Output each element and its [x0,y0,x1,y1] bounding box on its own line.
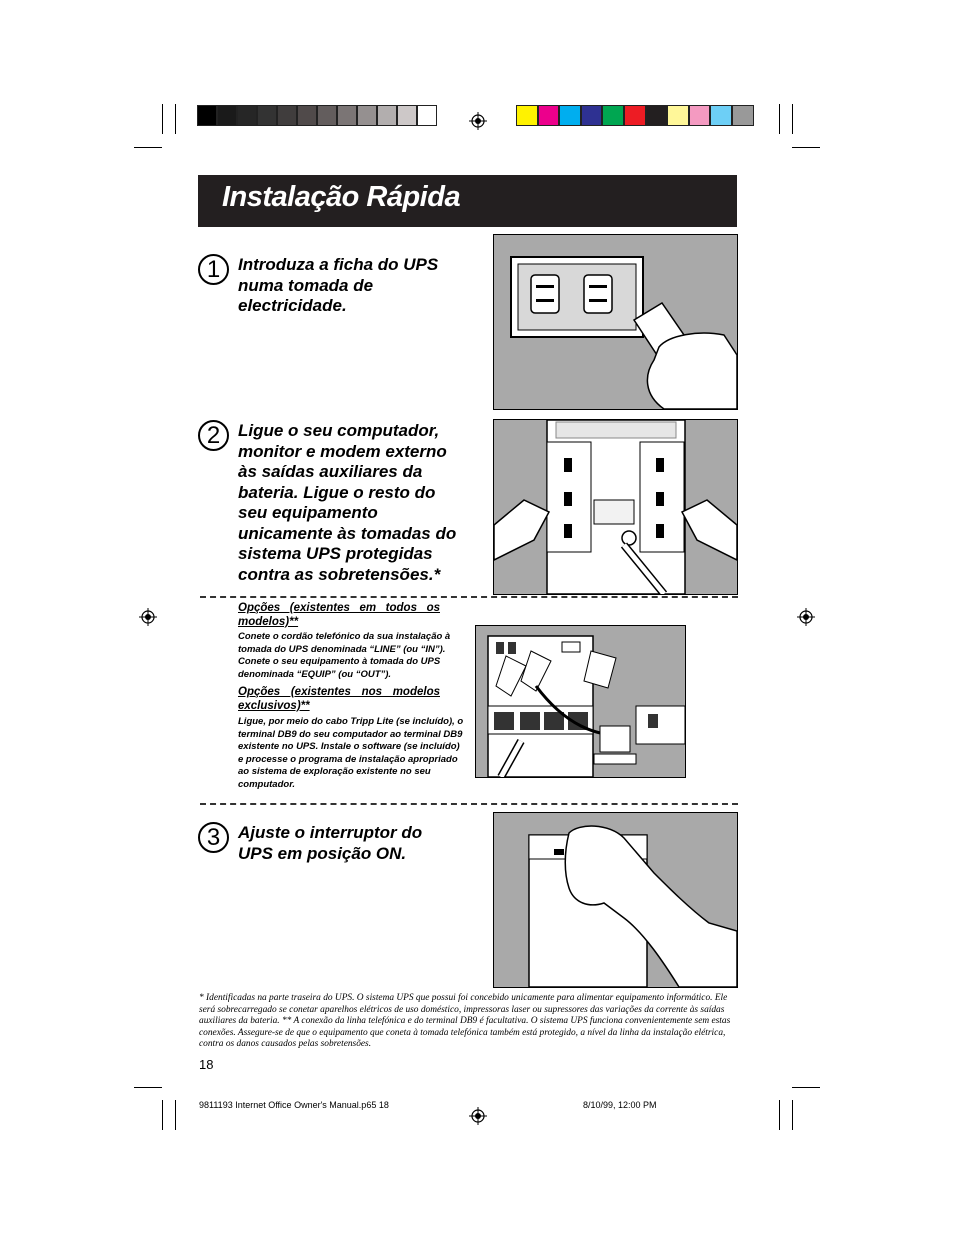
color-swatch [624,105,646,126]
footnote: * Identificadas na parte traseira do UPS. O sistema UPS que possui foi concebido unicamente para alimentar equipamento informático. Ele será sobrecarregado se conetar aparelhos elétricos de uso doméstico, impressoras laser ou supressores das variações da corrente às saídas auxiliares da bateria. ** A conexão da linha telefónica e do terminal DB9 é facultativa. O sistema UPS funciona convenientemente sem estas conexões. Assegure-se de que o equipamento que coneta à tomada telefónica também está protegido, a nível da linha da instalação elétrica, contra os danos causados pelas sobretensões. [199,993,731,1050]
color-swatch [732,105,754,126]
power-switch-illustration [493,812,738,988]
color-swatch [516,105,538,126]
step-number-1: 1 [198,254,229,285]
registration-mark-icon [469,112,487,130]
registration-mark-icon [797,608,815,626]
option-2-body: Ligue, por meio do cabo Tripp Lite (se incluído), o terminal DB9 do seu computador ao terminal DB9 existente no UPS. Instale o software (se incluído) e processe o programa de instalação apropriado ao sistema de exploração existente no seu computador. [238,716,464,790]
outlet-plug-illustration [493,234,738,410]
dashed-divider [200,596,738,598]
step-number-3: 3 [198,822,229,853]
title-band [198,175,737,227]
color-swatch [538,105,560,126]
color-swatch [417,105,437,126]
dashed-divider [200,803,738,805]
color-swatch [689,105,711,126]
color-swatch [667,105,689,126]
color-swatch [710,105,732,126]
color-swatch [217,105,237,126]
registration-mark-icon [139,608,157,626]
color-swatch [377,105,397,126]
color-swatch [397,105,417,126]
color-swatch [337,105,357,126]
step-number-2: 2 [198,420,229,451]
page-title: Instalação Rápida [222,181,461,213]
color-swatch [257,105,277,126]
step-1-text: Introduza a ficha do UPS numa tomada de electricidade. [238,255,439,315]
slug-file: 9811193 Internet Office Owner's Manual.p65 18 [199,1100,389,1110]
color-swatch [197,105,217,126]
page-number: 18 [199,1057,214,1072]
color-swatch [297,105,317,126]
color-swatch [602,105,624,126]
ups-outlets-illustration [493,419,738,595]
color-swatch [559,105,581,126]
option-1-body: Conete o cordão telefónico da sua instalação à tomada do UPS denominada “LINE” (ou “IN”). Conete o seu equipamento à tomada do UPS denominada “EQUIP” (ou “OUT”). [238,631,451,680]
color-swatch [581,105,603,126]
color-swatch [237,105,257,126]
registration-mark-icon [469,1107,487,1125]
phone-db9-connection-illustration [475,625,686,778]
color-swatch [317,105,337,126]
color-swatch [646,105,668,126]
color-swatch [277,105,297,126]
option-2-heading: Opções (existentes nos modelos exclusivos)** [238,686,440,712]
color-swatch [357,105,377,126]
option-1-heading: Opções (existentes em todos os modelos)** [238,602,440,628]
step-2-text: Ligue o seu computador, monitor e modem externo às saídas auxiliares da bateria. Ligue o resto do seu equipamento unicamente às tomadas do sistema UPS protegidas contra as sobretensões.* [238,421,457,584]
slug-date: 8/10/99, 12:00 PM [583,1100,657,1110]
step-3-text: Ajuste o interruptor do UPS em posição ON. [238,823,423,863]
